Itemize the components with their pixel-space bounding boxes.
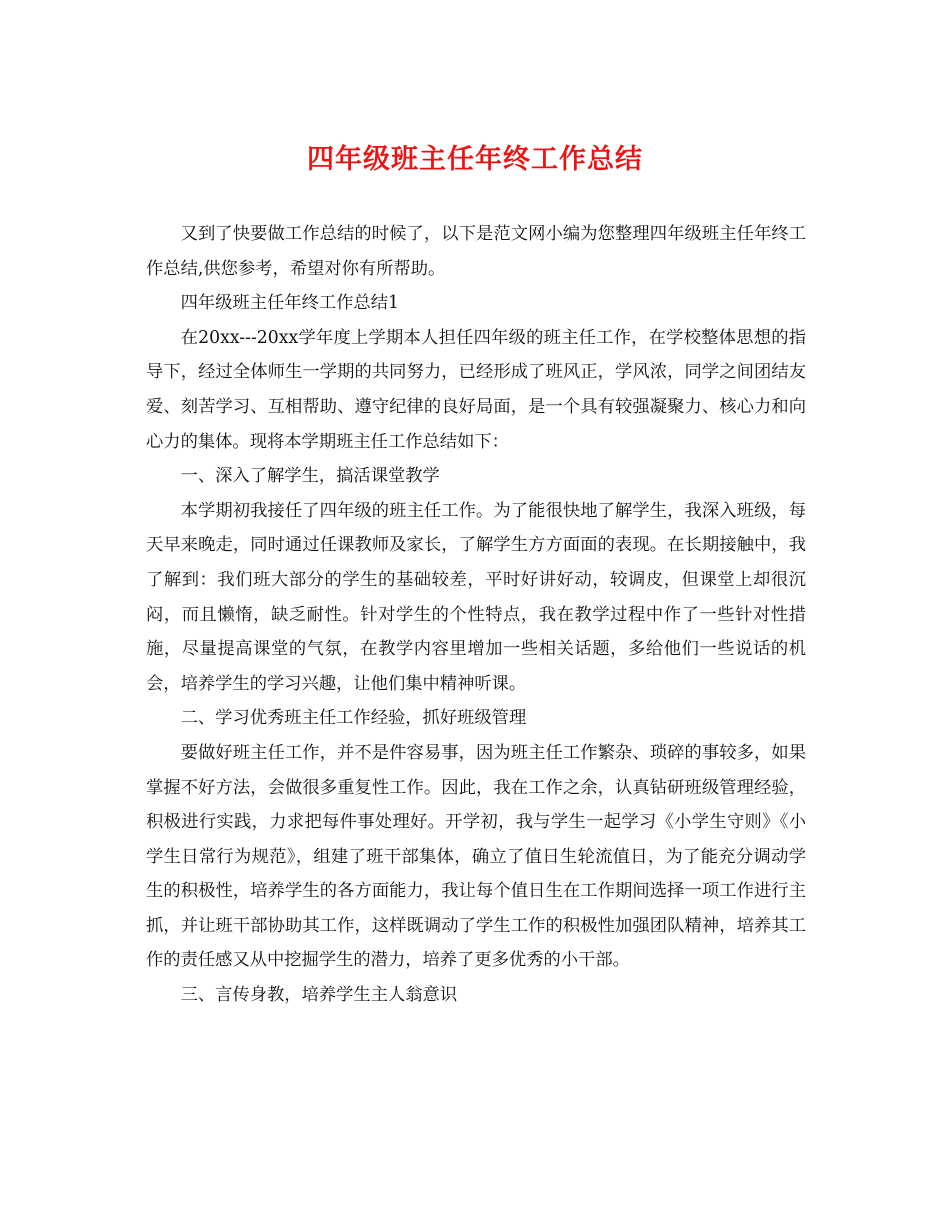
section-1-paragraph: 本学期初我接任了四年级的班主任工作。为了能很快地了解学生，我深入班级，每天早来晚走，同时通过任课教师及家长，了解学生方方面面的表现。在长期接触中，我了解到：我们班大部分的学生的基础较差，平时好讲好动，较调皮，但课堂上却很沉闷，而且懒惰，缺乏耐性。针对学生的个性特点，我在教学过程中作了一些针对性措施，尽量提高课堂的气氛，在教学内容里增加一些相关话题，多给他们一些说话的机会，培养学生的学习兴趣，让他们集中精神听课。 <box>146 500 806 694</box>
intro-paragraph: 又到了快要做工作总结的时候了，以下是范文网小编为您整理四年级班主任年终工作总结,供您参考，希望对你有所帮助。 <box>146 224 806 279</box>
section-heading-3: 三、言传身教，培养学生主人翁意识 <box>180 985 458 1006</box>
section-2-paragraph: 要做好班主任工作，并不是件容易事，因为班主任工作繁杂、琐碎的事较多，如果掌握不好方法，会做很多重复性工作。因此，我在工作之余，认真钻研班级管理经验，积极进行实践，力求把每件事处理好。开学初，我与学生一起学习《小学生守则》《小学生日常行为规范》，组建了班干部集体，确立了值日生轮流值日，为了能充分调动学生的积极性，培养学生的各方面能力，我让每个值日生在工作期间选择一项工作进行主抓，并让班干部协助其工作，这样既调动了学生工作的积极性加强团队精神，培养其工作的责任感又从中挖掘学生的潜力，培养了更多优秀的小干部。 <box>146 742 806 971</box>
section-heading-2: 二、学习优秀班主任工作经验，抓好班级管理 <box>180 708 527 729</box>
document-title: 四年级班主任年终工作总结 <box>307 144 643 175</box>
section-heading-summary-1: 四年级班主任年终工作总结1 <box>180 293 399 314</box>
section-heading-1: 一、深入了解学生，搞活课堂教学 <box>180 466 440 487</box>
summary-opening-paragraph: 在20xx---20xx学年度上学期本人担任四年级的班主任工作，在学校整体思想的指导下，经过全体师生一学期的共同努力，已经形成了班风正，学风浓，同学之间团结友爱、刻苦学习、互相帮助、遵守纪律的良好局面，是一个具有较强凝聚力、核心力和向心力的集体。现将本学期班主任工作总结如下： <box>146 327 806 452</box>
document-body <box>146 217 806 1013</box>
